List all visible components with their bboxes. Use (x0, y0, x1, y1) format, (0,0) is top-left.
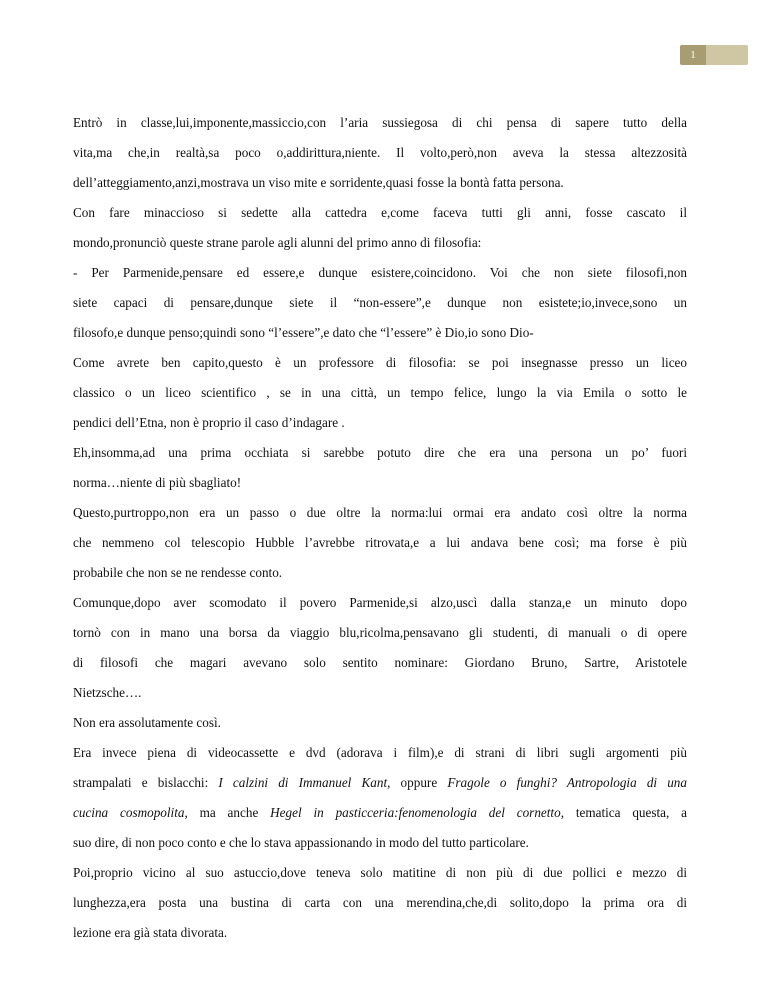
text-line: tornò con in mano una borsa da viaggio blu,ricolma,pensavano gli studenti, di manuali o di opere (73, 625, 687, 640)
text-line: classico o un liceo scientifico , se in una città, un tempo felice, lungo la via Emila o sotto le (73, 385, 687, 400)
text-line: Entrò in classe,lui,imponente,massiccio,con l’aria sussiegosa di chi pensa di sapere tutto della (73, 115, 687, 130)
text-line: Era invece piena di videocassette e dvd (adorava i film),e di strani di libri sugli argomenti più (73, 745, 687, 760)
text-line: dell’atteggiamento,anzi,mostrava un viso mite e sorridente,quasi fosse la bontà fatta persona. (73, 175, 564, 190)
text-line: che nemmeno col telescopio Hubble l’avrebbe ritrovata,e a lui andava bene così; ma forse è più (73, 535, 687, 550)
text-line: - Per Parmenide,pensare ed essere,e dunque esistere,coincidono. Voi che non siete filosofi,non (73, 265, 687, 280)
text-line: Non era assolutamente così. (73, 715, 221, 730)
text-line (73, 798, 687, 828)
text-span: strampalati e bislacchi: (73, 775, 219, 790)
text-line: suo dire, di non poco conto e che lo stava appassionando in modo del tutto particolare. (73, 835, 529, 850)
text-line: Questo,purtroppo,non era un passo o due oltre la norma:lui ormai era andato così oltre la norma (73, 505, 687, 520)
text-line: di filosofi che magari avevano solo sentito nominare: Giordano Bruno, Sartre, Aristotele (73, 655, 687, 670)
text-line: Con fare minaccioso si sedette alla cattedra e,come faceva tutti gli anni, fosse cascato il (73, 205, 687, 220)
text-span: , ma anche (184, 805, 271, 820)
book-title-fragole: Fragole o funghi? Antropologia di una (447, 775, 687, 790)
text-line: Poi,proprio vicino al suo astuccio,dove teneva solo matitine di non più di due pollici e mezzo di (73, 865, 687, 880)
text-line: lunghezza,era posta una bustina di carta con una merendina,che,di solito,dopo la prima ora di (73, 895, 687, 910)
text-line: mondo,pronunciò queste strane parole agli alunni del primo anno di filosofia: (73, 235, 482, 250)
text-line: vita,ma che,in realtà,sa poco o,addirittura,niente. Il volto,però,non aveva la stessa altezzosità (73, 145, 687, 160)
text-line: Nietzsche…. (73, 685, 142, 700)
book-title-hegel: Hegel in pasticceria:fenomenologia del cornetto (270, 805, 561, 820)
page-number: 1 (680, 45, 706, 65)
book-title-calzini: I calzini di Immanuel Kant (218, 775, 388, 790)
text-span: , tematica questa, a (560, 805, 688, 820)
text-line: pendici dell’Etna, non è proprio il caso d’indagare . (73, 415, 345, 430)
text-line: Comunque,dopo aver scomodato il povero Parmenide,si alzo,uscì dalla stanza,e un minuto dopo (73, 595, 687, 610)
text-line: norma…niente di più sbagliato! (73, 475, 242, 490)
document-body (73, 108, 687, 948)
text-line: lezione era già stata divorata. (73, 925, 228, 940)
text-span: , oppure (387, 775, 448, 790)
text-line: Come avrete ben capito,questo è un professore di filosofia: se poi insegnasse presso un liceo (73, 355, 687, 370)
text-line (73, 768, 687, 798)
text-line: filosofo,e dunque penso;quindi sono “l’essere”,e dato che “l’essere” è Dio,io sono Dio- (73, 325, 534, 340)
text-line: Eh,insomma,ad una prima occhiata si sarebbe potuto dire che era una persona un po’ fuori (73, 445, 687, 460)
text-line: siete capaci di pensare,dunque siete il “non-essere”,e dunque non esistete;io,invece,sono un (73, 295, 687, 310)
book-title-fragole-cont: cucina cosmopolita (73, 805, 185, 820)
page-number-tab (680, 45, 748, 65)
text-line: probabile che non se ne rendesse conto. (73, 565, 283, 580)
